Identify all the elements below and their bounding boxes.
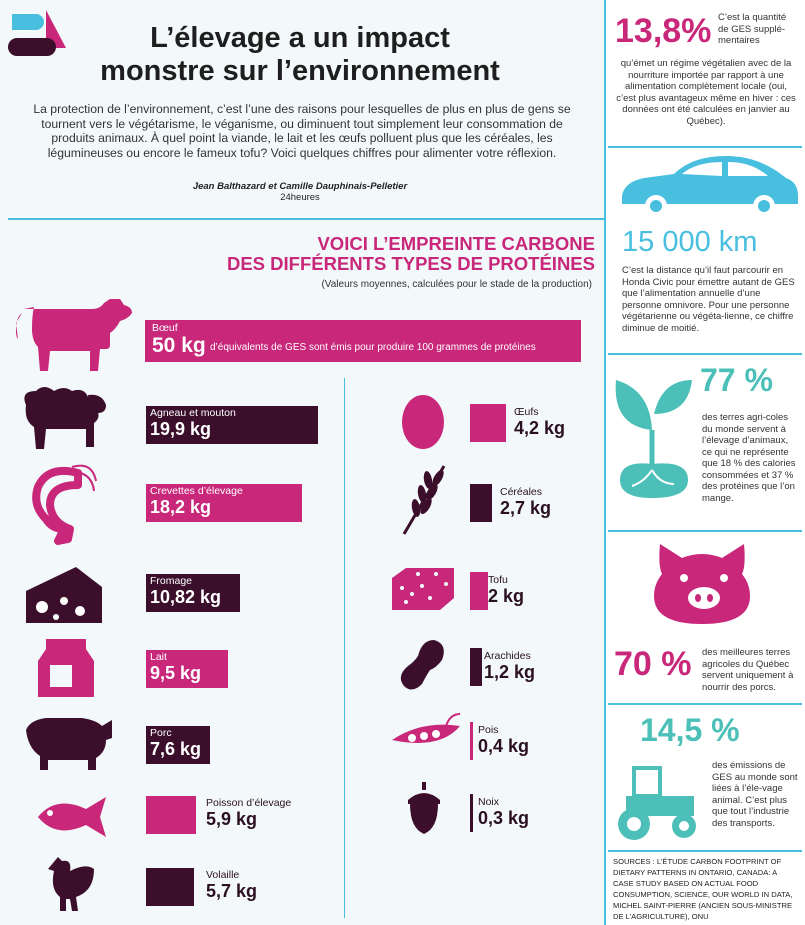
section-heading <box>180 234 595 274</box>
section-heading-line-2: DES DIFFÉRENTS TYPES DE PROTÉINES <box>226 253 595 274</box>
separator-4 <box>608 703 802 705</box>
label-egg: Œufs <box>514 406 539 418</box>
label-pig: Porc <box>150 727 172 739</box>
divider-columns <box>344 378 345 918</box>
intro-paragraph: La protection de l’environnement, c’est l’une des raisons pour lesquelles de plus en plus de gens se tournent vers le végétarisme, le véganisme, ou diminuent tout simplement leur consommation de produits animaux. À quel point la viande, le lait et les œufs polluent plus que les céréales, les légumineuses ou encore le fameux tofu? Voici quelques chiffres pour alimenter votre réflexion. <box>33 102 571 160</box>
wheat-icon <box>398 462 450 536</box>
bar-wheat <box>470 484 492 522</box>
section-heading-line-1: VOICI L’EMPREINTE CARBONE <box>317 233 595 254</box>
pig-face-icon <box>652 540 752 626</box>
fact-5-value: 14,5 % <box>640 712 740 748</box>
value-fish: 5,9 kg <box>206 809 258 829</box>
title-line-1: L’élevage a un impact <box>150 22 450 54</box>
chicken-icon <box>40 853 100 915</box>
tractor-icon <box>612 764 704 844</box>
separator-2 <box>608 353 802 355</box>
outlet: 24heures <box>280 192 320 203</box>
cheese-icon <box>22 563 104 627</box>
value-shrimp: 18,2 kg <box>150 497 212 517</box>
value-egg: 4,2 kg <box>514 418 566 438</box>
sheep-icon <box>16 385 114 457</box>
bar-peanut <box>470 648 482 686</box>
bar-tofu <box>470 572 488 610</box>
divider-vertical <box>604 0 606 925</box>
acorn-icon <box>404 780 444 836</box>
fact-1-value: 13,8% <box>615 12 712 50</box>
separator-5 <box>608 850 802 852</box>
label-milk-carton: Lait <box>150 651 167 663</box>
authors: Jean Balthazard et Camille Dauphinais-Pelletier <box>192 181 408 192</box>
fact-3-text: des terres agri-coles du monde servent à l’élevage d’animaux, ce qui ne représente que 18 % des calories consommées et 37 % des protéines que l’on mange. <box>702 412 796 504</box>
value-chicken: 5,7 kg <box>206 881 258 901</box>
fact-1-side-text: C’est la quantité de GES supplé-mentaires <box>718 12 787 46</box>
value-peanut: 1,2 kg <box>484 662 536 682</box>
value-cheese: 10,82 kg <box>150 587 222 607</box>
bar-chicken <box>146 868 194 906</box>
fact-1-text: qu’émet un régime végétalien avec de la nourriture importée par rapport à une alimentation complètement locale (oui, c’est plus avantageux même en hiver : ces données ont été calculées en janvier au Québec). <box>616 58 796 127</box>
label-peas: Pois <box>478 724 499 736</box>
tofu-icon <box>388 564 458 612</box>
shrimp-icon <box>28 463 98 545</box>
note-beef: d’équivalents de GES sont émis pour produire 100 grammes de protéines <box>210 342 536 353</box>
section-subheading: (Valeurs moyennes, calculées pour le stade de la production) <box>321 279 592 290</box>
value-acorn: 0,3 kg <box>478 808 530 828</box>
milk-carton-icon <box>36 637 96 699</box>
title-line-2: monstre sur l’environnement <box>100 55 500 87</box>
label-shrimp: Crevettes d’élevage <box>150 485 243 497</box>
separator-3 <box>608 530 802 532</box>
label-tofu: Tofu <box>488 574 508 586</box>
fact-2-value: 15 000 km <box>622 226 758 258</box>
bar-acorn <box>470 794 473 832</box>
label-acorn: Noix <box>478 796 500 808</box>
fact-4-text: des meilleures terres agricoles du Québec servent uniquement à nourrir des porcs. <box>702 647 794 693</box>
bar-beef <box>145 320 581 362</box>
fact-5-text: des émissions de GES au monde sont liées à l’éle-vage animal. C’est plus que tout l’industrie des transports. <box>712 760 798 829</box>
peanut-icon <box>398 636 448 692</box>
value-peas: 0,4 kg <box>478 736 530 756</box>
label-fish: Poisson d’élevage <box>206 797 292 809</box>
fact-4-value: 70 % <box>614 645 692 683</box>
label-wheat: Céréales <box>500 486 543 498</box>
byline <box>100 181 500 203</box>
fish-icon <box>34 793 110 841</box>
sources: SOURCES : L’ÉTUDE CARBON FOOTPRINT OF DIETARY PATTERNS IN ONTARIO, CANADA: A CASE STUDY BASED ON ACTUAL FOOD CONSUMPTION, SCIENCE, OUR WORLD IN DATA, MICHEL SAINT-PIERRE (ANCIEN SOUS-MINISTRE DE L’AGRICULTURE), ONU <box>613 857 793 921</box>
value-tofu: 2 kg <box>488 586 525 606</box>
value-sheep: 19,9 kg <box>150 419 212 439</box>
fact-2-text: C’est la distance qu’il faut parcourir en Honda Civic pour émettre autant de GES que l’alimentation annuelle d’une personne omnivore. Pour une personne végétarienne ou végéta-lienne, ce chiffre diminue de moitié. <box>622 265 795 334</box>
cow-icon <box>14 295 132 371</box>
peas-icon <box>388 710 464 758</box>
car-icon <box>618 152 800 220</box>
bar-peas <box>470 722 473 760</box>
label-chicken: Volaille <box>206 869 240 881</box>
divider-horizontal <box>8 218 605 220</box>
label-peanut: Arachides <box>484 650 531 662</box>
label-cheese: Fromage <box>150 575 193 587</box>
fact-3-value: 77 % <box>700 362 773 398</box>
label-sheep: Agneau et mouton <box>150 407 236 419</box>
bar-fish <box>146 796 196 834</box>
egg-icon <box>400 392 446 450</box>
label-beef: Bœuf <box>152 322 178 334</box>
value-milk-carton: 9,5 kg <box>150 663 202 683</box>
bar-egg <box>470 404 506 442</box>
value-beef: 50 kg <box>152 334 206 357</box>
pig-icon <box>12 712 116 770</box>
separator-1 <box>608 146 802 148</box>
value-pig: 7,6 kg <box>150 739 202 759</box>
value-wheat: 2,7 kg <box>500 498 552 518</box>
page-title <box>50 22 550 88</box>
sprout-icon <box>612 370 696 502</box>
